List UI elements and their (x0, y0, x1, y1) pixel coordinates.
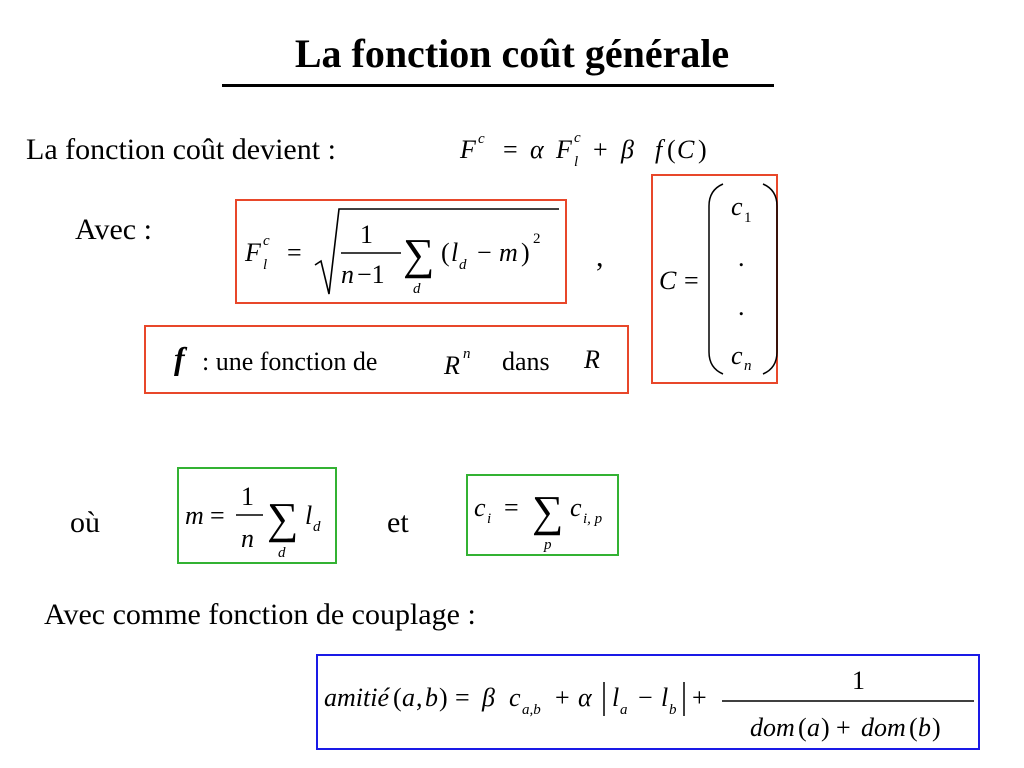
comma-separator: , (596, 240, 604, 273)
svg-text:a,b: a,b (522, 702, 541, 718)
svg-text:∑: ∑ (403, 230, 435, 279)
svg-text:l: l (451, 238, 459, 267)
svg-text:n: n (744, 358, 752, 374)
svg-text:(: ( (798, 713, 807, 742)
svg-text:+: + (593, 135, 608, 164)
svg-text:): ) (439, 683, 448, 712)
svg-text:c: c (574, 130, 581, 146)
svg-text:(: ( (393, 683, 402, 712)
svg-text:C: C (677, 135, 695, 164)
ou-label: où (70, 506, 100, 539)
title-underline (222, 84, 774, 87)
svg-text:c: c (731, 341, 743, 370)
svg-text:d: d (413, 281, 421, 297)
svg-text:+: + (692, 683, 707, 712)
intro-label: La fonction coût devient : (26, 133, 336, 166)
svg-text:=: = (455, 683, 470, 712)
svg-text:+: + (836, 713, 851, 742)
svg-text:2: 2 (533, 231, 541, 247)
svg-text:m: m (185, 501, 204, 530)
cost-formula (455, 125, 745, 175)
svg-text:c: c (509, 683, 521, 712)
svg-text:α: α (530, 135, 544, 164)
couplage-label: Avec comme fonction de couplage : (44, 598, 476, 631)
svg-text:β: β (621, 135, 634, 164)
ci-formula (468, 476, 621, 558)
svg-text:): ) (521, 238, 530, 267)
svg-text:): ) (821, 713, 830, 742)
f-definition-box (144, 325, 629, 394)
r-symbol: R (584, 345, 600, 374)
svg-text:c: c (478, 131, 485, 147)
svg-text:.: . (738, 243, 745, 272)
f-definition-text: : une fonction de (202, 347, 378, 376)
svg-text:): ) (698, 135, 707, 164)
svg-text:l: l (305, 501, 313, 530)
svg-text:p: p (544, 537, 552, 553)
svg-text:c: c (263, 233, 270, 249)
amitie-formula (318, 656, 982, 752)
svg-text:∑: ∑ (267, 494, 299, 543)
fl-formula-box (235, 199, 567, 304)
svg-text:−: − (477, 238, 492, 267)
svg-text:=: = (287, 238, 302, 267)
svg-text:1: 1 (241, 482, 254, 511)
svg-text:∑: ∑ (532, 487, 564, 536)
svg-text:c: c (570, 493, 582, 522)
svg-text:+: + (555, 683, 570, 712)
slide-title: La fonction coût générale (294, 31, 730, 76)
f-symbol: f (174, 340, 185, 376)
svg-text:(: ( (667, 135, 676, 164)
svg-text:d: d (313, 519, 321, 535)
svg-text:b: b (918, 713, 931, 742)
amitie-formula-box (316, 654, 980, 750)
svg-text:b: b (425, 683, 438, 712)
svg-text:α: α (578, 683, 592, 712)
svg-text:m: m (499, 238, 518, 267)
svg-text:dom: dom (861, 713, 906, 742)
svg-text:c: c (731, 192, 743, 221)
rn-symbol (441, 337, 481, 383)
ci-formula-box (466, 474, 619, 556)
svg-text:β: β (482, 683, 495, 712)
svg-text:(: ( (909, 713, 918, 742)
svg-text:l: l (661, 683, 669, 712)
svg-text:(: ( (441, 238, 450, 267)
svg-text:a: a (402, 683, 415, 712)
svg-text:.: . (738, 292, 745, 321)
svg-text:=: = (503, 135, 518, 164)
svg-text:n: n (463, 346, 471, 362)
c-vector-box (651, 174, 778, 384)
svg-text:i: i (487, 511, 492, 527)
svg-text:n: n (341, 260, 354, 289)
c-vector-formula (653, 176, 780, 386)
svg-text:l: l (263, 257, 268, 273)
fl-formula (237, 201, 569, 306)
svg-text:R: R (444, 351, 460, 380)
m-formula-box (177, 467, 337, 564)
svg-text:d: d (278, 545, 286, 561)
svg-text:d: d (459, 257, 467, 273)
svg-text:F: F (460, 135, 476, 164)
svg-text:i, p: i, p (583, 511, 603, 527)
svg-text:F: F (245, 238, 261, 267)
et-label: et (387, 506, 409, 539)
svg-text:): ) (932, 713, 941, 742)
m-formula (179, 469, 339, 566)
svg-text:c: c (474, 493, 486, 522)
svg-text:n: n (241, 524, 254, 553)
svg-text:=: = (684, 266, 699, 295)
svg-text:C: C (659, 266, 677, 295)
svg-text:amitié: amitié (324, 683, 389, 712)
svg-text:−: − (638, 683, 653, 712)
svg-text:b: b (669, 702, 677, 718)
svg-text:=: = (210, 501, 225, 530)
avec-label: Avec : (75, 213, 152, 246)
svg-text:1: 1 (744, 210, 752, 226)
svg-text:f: f (655, 135, 663, 164)
svg-text:=: = (504, 493, 519, 522)
svg-text:l: l (574, 154, 579, 170)
svg-text:F: F (556, 135, 572, 164)
svg-text:1: 1 (360, 220, 373, 249)
svg-text:,: , (416, 683, 423, 712)
svg-text:a: a (807, 713, 820, 742)
svg-text:l: l (612, 683, 620, 712)
svg-text:a: a (620, 702, 628, 718)
svg-text:1: 1 (852, 666, 865, 695)
svg-text:−1: −1 (357, 260, 385, 289)
svg-text:dom: dom (750, 713, 795, 742)
dans-text: dans (502, 347, 550, 376)
